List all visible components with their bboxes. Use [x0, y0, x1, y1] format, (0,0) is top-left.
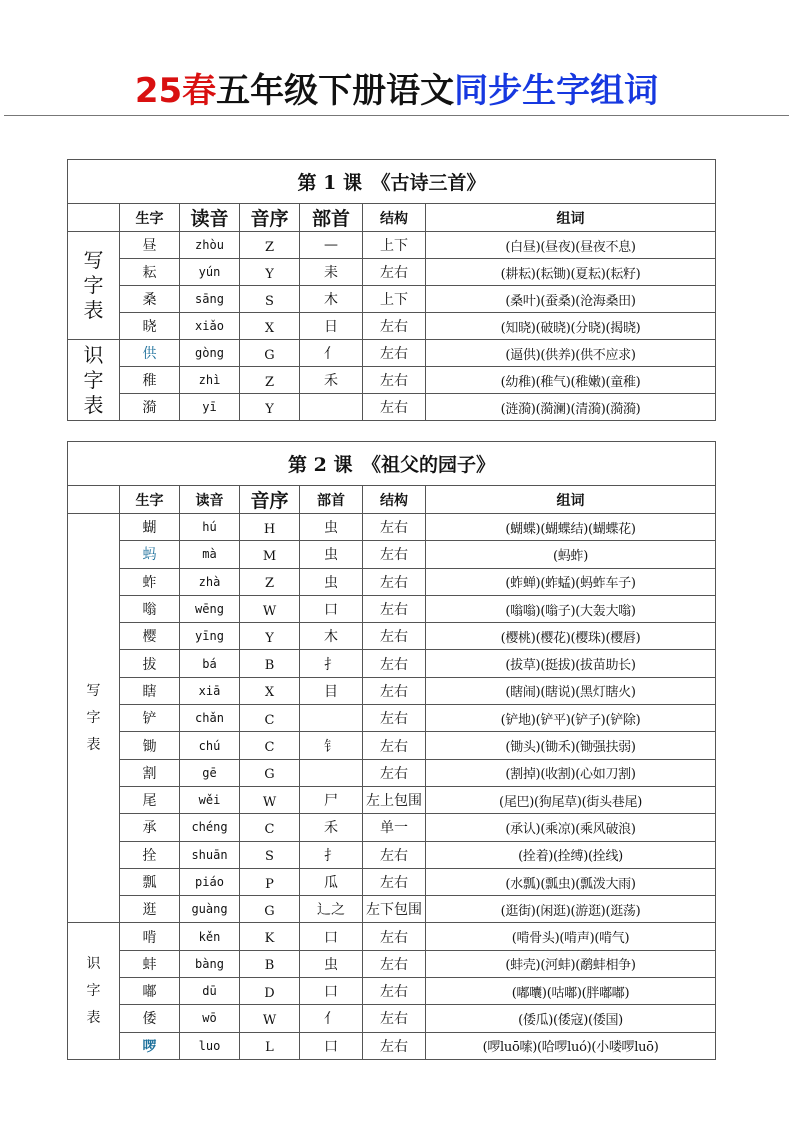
- header-initial: 音序: [240, 204, 300, 232]
- structure-cell: 左右: [363, 541, 426, 568]
- char-cell: 蚌: [120, 950, 180, 977]
- radical-cell: 禾: [300, 367, 363, 394]
- words-cell: (蚌壳)(河蚌)(鹬蚌相争): [426, 950, 716, 977]
- table-row: [68, 841, 716, 868]
- table-row: [68, 1005, 716, 1032]
- structure-cell: 上下: [363, 286, 426, 313]
- table-row: [68, 923, 716, 950]
- char-cell: 割: [120, 759, 180, 786]
- group-label: 写 字 表: [68, 514, 120, 923]
- table-row: [68, 340, 716, 367]
- table-row: [68, 759, 716, 786]
- initial-cell: S: [240, 286, 300, 313]
- table-row: [68, 313, 716, 340]
- initial-cell: B: [240, 950, 300, 977]
- initial-cell: C: [240, 705, 300, 732]
- pinyin-cell: mà: [180, 541, 240, 568]
- radical-cell: [300, 759, 363, 786]
- pinyin-cell: yī: [180, 394, 240, 421]
- table-row: [68, 541, 716, 568]
- initial-cell: Z: [240, 568, 300, 595]
- group-label: 识 字 表: [68, 340, 120, 421]
- lesson-1-table: [67, 159, 716, 421]
- char-cell: 承: [120, 814, 180, 841]
- pinyin-cell: yún: [180, 259, 240, 286]
- char-cell: 供: [120, 340, 180, 367]
- table-row: [68, 286, 716, 313]
- radical-cell: 目: [300, 677, 363, 704]
- structure-cell: 左下包围: [363, 896, 426, 923]
- header-words: 组词: [426, 486, 716, 514]
- initial-cell: W: [240, 595, 300, 622]
- words-cell: (蝴蝶)(蝴蝶结)(蝴蝶花): [426, 514, 716, 541]
- table-row: [68, 1032, 716, 1059]
- words-cell: (瞎闹)(瞎说)(黑灯瞎火): [426, 677, 716, 704]
- words-cell: (涟漪)(漪澜)(清漪)(漪漪): [426, 394, 716, 421]
- structure-cell: 左右: [363, 950, 426, 977]
- pinyin-cell: gē: [180, 759, 240, 786]
- structure-cell: 左右: [363, 394, 426, 421]
- initial-cell: K: [240, 923, 300, 950]
- structure-cell: 左右: [363, 1005, 426, 1032]
- words-cell: (嘟囔)(咕嘟)(胖嘟嘟): [426, 978, 716, 1005]
- header-pinyin: 读音: [180, 486, 240, 514]
- char-cell: 桑: [120, 286, 180, 313]
- pinyin-cell: chéng: [180, 814, 240, 841]
- header-words: 组词: [426, 204, 716, 232]
- radical-cell: 尸: [300, 786, 363, 813]
- structure-cell: 上下: [363, 232, 426, 259]
- pinyin-cell: xiǎo: [180, 313, 240, 340]
- structure-cell: 左右: [363, 677, 426, 704]
- table-row: [68, 732, 716, 759]
- char-cell: 蝴: [120, 514, 180, 541]
- char-cell: 尾: [120, 786, 180, 813]
- words-cell: (拴着)(拴缚)(拴线): [426, 841, 716, 868]
- radical-cell: 禾: [300, 814, 363, 841]
- words-cell: (知晓)(破晓)(分晓)(揭晓): [426, 313, 716, 340]
- title-part-1: 25春: [134, 71, 217, 111]
- header-char: 生字: [120, 204, 180, 232]
- pinyin-cell: luo: [180, 1032, 240, 1059]
- lesson-title: 第 1 课 《古诗三首》: [68, 160, 716, 204]
- words-cell: (割掉)(收割)(心如刀割): [426, 759, 716, 786]
- char-cell: 啃: [120, 923, 180, 950]
- header-pinyin: 读音: [180, 204, 240, 232]
- initial-cell: Z: [240, 367, 300, 394]
- radical-cell: [300, 394, 363, 421]
- pinyin-cell: wěi: [180, 786, 240, 813]
- table-row: [68, 677, 716, 704]
- structure-cell: 左右: [363, 978, 426, 1005]
- structure-cell: 左右: [363, 759, 426, 786]
- structure-cell: 左右: [363, 623, 426, 650]
- words-cell: (铲地)(铲平)(铲子)(铲除): [426, 705, 716, 732]
- structure-cell: 左右: [363, 841, 426, 868]
- initial-cell: H: [240, 514, 300, 541]
- table-row: [68, 868, 716, 895]
- radical-cell: 扌: [300, 650, 363, 677]
- radical-cell: 虫: [300, 568, 363, 595]
- header-radical: 部首: [300, 486, 363, 514]
- initial-cell: G: [240, 896, 300, 923]
- radical-cell: 亻: [300, 1005, 363, 1032]
- radical-cell: 虫: [300, 541, 363, 568]
- radical-cell: 口: [300, 978, 363, 1005]
- radical-cell: 瓜: [300, 868, 363, 895]
- char-cell: 漪: [120, 394, 180, 421]
- pinyin-cell: kěn: [180, 923, 240, 950]
- initial-cell: D: [240, 978, 300, 1005]
- char-cell: 晓: [120, 313, 180, 340]
- initial-cell: C: [240, 732, 300, 759]
- char-cell: 嘟: [120, 978, 180, 1005]
- words-cell: (倭瓜)(倭寇)(倭国): [426, 1005, 716, 1032]
- title-divider: [4, 115, 789, 116]
- pinyin-cell: wēng: [180, 595, 240, 622]
- structure-cell: 左右: [363, 568, 426, 595]
- table-row: [68, 950, 716, 977]
- lesson-title: 第 2 课 《祖父的园子》: [68, 442, 716, 486]
- initial-cell: Y: [240, 623, 300, 650]
- structure-cell: 左右: [363, 923, 426, 950]
- table-row: [68, 814, 716, 841]
- char-cell: 稚: [120, 367, 180, 394]
- char-cell: 瓢: [120, 868, 180, 895]
- pinyin-cell: guàng: [180, 896, 240, 923]
- words-cell: (蚂蚱): [426, 541, 716, 568]
- pinyin-cell: yīng: [180, 623, 240, 650]
- header-char: 生字: [120, 486, 180, 514]
- group-label: 写 字 表: [68, 232, 120, 340]
- table-row: [68, 786, 716, 813]
- radical-cell: 钅: [300, 732, 363, 759]
- char-cell: 拔: [120, 650, 180, 677]
- structure-cell: 左右: [363, 1032, 426, 1059]
- pinyin-cell: piáo: [180, 868, 240, 895]
- pinyin-cell: wō: [180, 1005, 240, 1032]
- initial-cell: Y: [240, 259, 300, 286]
- pinyin-cell: chǎn: [180, 705, 240, 732]
- pinyin-cell: chú: [180, 732, 240, 759]
- structure-cell: 左右: [363, 705, 426, 732]
- char-cell: 倭: [120, 1005, 180, 1032]
- char-cell: 逛: [120, 896, 180, 923]
- table-row: [68, 232, 716, 259]
- lesson-2-table: [67, 441, 716, 1060]
- char-cell: 嗡: [120, 595, 180, 622]
- char-cell: 锄: [120, 732, 180, 759]
- initial-cell: B: [240, 650, 300, 677]
- title-part-2: 五年级下册语文: [216, 71, 455, 111]
- char-cell: 铲: [120, 705, 180, 732]
- radical-cell: 虫: [300, 950, 363, 977]
- words-cell: (水瓢)(瓢虫)(瓢泼大雨): [426, 868, 716, 895]
- table-row: [68, 650, 716, 677]
- group-label: 识 字 表: [68, 923, 120, 1059]
- pinyin-cell: gòng: [180, 340, 240, 367]
- header-radical: 部首: [300, 204, 363, 232]
- table-row: [68, 367, 716, 394]
- words-cell: (蚱蝉)(蚱蜢)(蚂蚱车子): [426, 568, 716, 595]
- initial-cell: M: [240, 541, 300, 568]
- header-initial: 音序: [240, 486, 300, 514]
- table-row: [68, 623, 716, 650]
- table-row: [68, 978, 716, 1005]
- initial-cell: Y: [240, 394, 300, 421]
- initial-cell: P: [240, 868, 300, 895]
- structure-cell: 左右: [363, 514, 426, 541]
- char-cell: 啰: [120, 1032, 180, 1059]
- pinyin-cell: hú: [180, 514, 240, 541]
- header-blank: [68, 204, 120, 232]
- structure-cell: 左右: [363, 650, 426, 677]
- words-cell: (锄头)(锄禾)(锄强扶弱): [426, 732, 716, 759]
- initial-cell: L: [240, 1032, 300, 1059]
- structure-cell: 左右: [363, 732, 426, 759]
- structure-cell: 左上包围: [363, 786, 426, 813]
- char-cell: 拴: [120, 841, 180, 868]
- radical-cell: 口: [300, 595, 363, 622]
- radical-cell: 耒: [300, 259, 363, 286]
- table-row: [68, 705, 716, 732]
- table-row: [68, 514, 716, 541]
- radical-cell: 口: [300, 923, 363, 950]
- words-cell: (幼稚)(稚气)(稚嫩)(童稚): [426, 367, 716, 394]
- pinyin-cell: sāng: [180, 286, 240, 313]
- radical-cell: 亻: [300, 340, 363, 367]
- structure-cell: 左右: [363, 313, 426, 340]
- pinyin-cell: zhì: [180, 367, 240, 394]
- words-cell: (桑叶)(蚕桑)(沧海桑田): [426, 286, 716, 313]
- structure-cell: 左右: [363, 595, 426, 622]
- initial-cell: X: [240, 313, 300, 340]
- structure-cell: 左右: [363, 868, 426, 895]
- char-cell: 樱: [120, 623, 180, 650]
- initial-cell: Z: [240, 232, 300, 259]
- structure-cell: 左右: [363, 367, 426, 394]
- radical-cell: 扌: [300, 841, 363, 868]
- pinyin-cell: dū: [180, 978, 240, 1005]
- initial-cell: C: [240, 814, 300, 841]
- table-row: [68, 394, 716, 421]
- document-title: [0, 66, 793, 116]
- pinyin-cell: bàng: [180, 950, 240, 977]
- words-cell: (樱桃)(樱花)(樱珠)(樱唇): [426, 623, 716, 650]
- initial-cell: X: [240, 677, 300, 704]
- words-cell: (逛街)(闲逛)(游逛)(逛荡): [426, 896, 716, 923]
- pinyin-cell: xiā: [180, 677, 240, 704]
- initial-cell: G: [240, 759, 300, 786]
- structure-cell: 左右: [363, 259, 426, 286]
- radical-cell: —: [300, 232, 363, 259]
- char-cell: 耘: [120, 259, 180, 286]
- char-cell: 蚂: [120, 541, 180, 568]
- initial-cell: W: [240, 1005, 300, 1032]
- header-structure: 结构: [363, 486, 426, 514]
- words-cell: (承认)(乘凉)(乘风破浪): [426, 814, 716, 841]
- table-row: [68, 259, 716, 286]
- words-cell: (逼供)(供养)(供不应求): [426, 340, 716, 367]
- char-cell: 瞎: [120, 677, 180, 704]
- table-row: [68, 896, 716, 923]
- char-cell: 昼: [120, 232, 180, 259]
- words-cell: (尾巴)(狗尾草)(街头巷尾): [426, 786, 716, 813]
- words-cell: (拔草)(挺拔)(拔苗助长): [426, 650, 716, 677]
- radical-cell: 虫: [300, 514, 363, 541]
- radical-cell: 木: [300, 286, 363, 313]
- radical-cell: 口: [300, 1032, 363, 1059]
- radical-cell: 木: [300, 623, 363, 650]
- words-cell: (嗡嗡)(嗡子)(大轰大嗡): [426, 595, 716, 622]
- header-blank: [68, 486, 120, 514]
- words-cell: (啃骨头)(啃声)(啃气): [426, 923, 716, 950]
- words-cell: (啰luō嗦)(哈啰luó)(小喽啰luō): [426, 1032, 716, 1059]
- words-cell: (白昼)(昼夜)(昼夜不息): [426, 232, 716, 259]
- title-part-3: 同步生字组词: [454, 71, 659, 111]
- pinyin-cell: bá: [180, 650, 240, 677]
- radical-cell: 辶之: [300, 896, 363, 923]
- table-row: [68, 595, 716, 622]
- initial-cell: G: [240, 340, 300, 367]
- table-row: [68, 568, 716, 595]
- radical-cell: [300, 705, 363, 732]
- initial-cell: W: [240, 786, 300, 813]
- char-cell: 蚱: [120, 568, 180, 595]
- words-cell: (耕耘)(耘锄)(夏耘)(耘籽): [426, 259, 716, 286]
- pinyin-cell: zhà: [180, 568, 240, 595]
- structure-cell: 左右: [363, 340, 426, 367]
- header-structure: 结构: [363, 204, 426, 232]
- initial-cell: S: [240, 841, 300, 868]
- pinyin-cell: zhòu: [180, 232, 240, 259]
- pinyin-cell: shuān: [180, 841, 240, 868]
- radical-cell: 日: [300, 313, 363, 340]
- structure-cell: 单一: [363, 814, 426, 841]
